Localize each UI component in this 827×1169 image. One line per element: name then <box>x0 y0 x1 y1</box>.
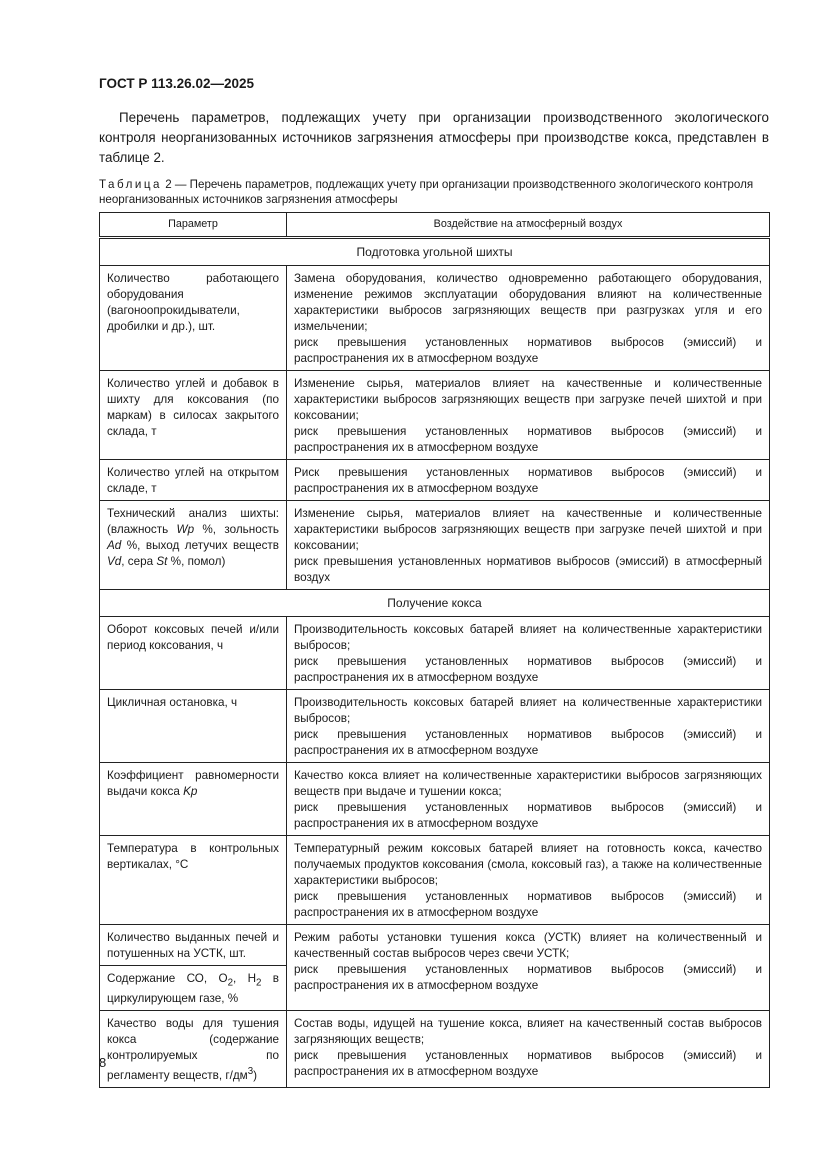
parameter-cell <box>100 966 287 1011</box>
table-caption-label: Таблица <box>99 178 162 191</box>
text-fragment: %, зольность <box>194 523 279 536</box>
page-number: 8 <box>99 1055 107 1070</box>
column-header-parameter: Параметр <box>100 213 287 238</box>
impact-line: риск превышения установленных нормативов выбросов (эмиссий) и распространения их в атмосферном воздухе <box>294 890 762 919</box>
impact-line: Изменение сырья, материалов влияет на качественные и количественные характеристики выбросов загрязняющих веществ при загрузке печей шихтой и при коксовании; <box>294 377 762 422</box>
impact-cell <box>287 617 770 690</box>
table-row <box>100 925 770 966</box>
text-fragment: Коэффициент равномерности выдачи кокса <box>107 769 279 798</box>
impact-cell <box>287 371 770 460</box>
subscript: 2 <box>227 977 233 989</box>
impact-cell <box>287 925 770 1011</box>
text-fragment: Технический анализ шихты: (влажность <box>107 507 279 536</box>
impact-line: риск превышения установленных нормативов выбросов (эмиссий) и распространения их в атмосферном воздухе <box>294 336 762 365</box>
impact-line: Качество кокса влияет на количественные характеристики выбросов загрязняющих веществ при выдаче и тушении кокса; <box>294 769 762 798</box>
impact-line: Риск превышения установленных нормативов выбросов (эмиссий) и распространения их в атмосферном воздухе <box>294 466 762 495</box>
impact-line: риск превышения установленных нормативов выбросов (эмиссий) и распространения их в атмосферном воздухе <box>294 1049 762 1079</box>
table-row <box>100 1011 770 1088</box>
impact-line: риск превышения установленных нормативов выбросов (эмиссий) и распространения их в атмосферном воздухе <box>294 963 762 992</box>
parameter-cell: Количество углей и добавок в шихту для коксования (по маркам) в силосах закрытого склада, т <box>100 371 287 460</box>
parameter-cell <box>100 763 287 836</box>
intro-paragraph: Перечень параметров, подлежащих учету при организации производственного экологического контроля неорганизованных источников загрязнения атмосферы при производстве кокса, представлен в таблице 2. <box>99 110 769 165</box>
impact-line: Производительность коксовых батарей влияет на количественные характеристики выбросов; <box>294 696 762 725</box>
text-fragment: %, помол) <box>167 555 226 568</box>
parameters-table <box>99 212 770 1088</box>
impact-cell <box>287 1011 770 1088</box>
parameter-cell: Количество выданных печей и потушенных на УСТК, шт. <box>100 925 287 966</box>
superscript: 3 <box>247 1066 254 1078</box>
table-row <box>100 266 770 371</box>
impact-line: риск превышения установленных нормативов выбросов (эмиссий) и распространения их в атмосферном воздухе <box>294 728 762 757</box>
impact-line: Режим работы установки тушения кокса (УСТК) влияет на количественный и качественный состав выбросов через свечи УСТК; <box>294 931 762 960</box>
table-row <box>100 617 770 690</box>
table-row <box>100 460 770 501</box>
text-fragment: %, выход летучих веществ <box>121 539 279 552</box>
parameter-cell: Цикличная остановка, ч <box>100 690 287 763</box>
symbol-vd: Vd <box>107 555 122 568</box>
impact-line: Температурный режим коксовых батарей влияет на готовность кокса, качество получаемых продуктов коксования (смола, коксовый газ), а также на количественные характеристики выбросов; <box>294 842 762 887</box>
table-row <box>100 763 770 836</box>
text-fragment: , сера <box>121 555 157 568</box>
section-title: Подготовка угольной шихты <box>100 238 770 266</box>
impact-line: Изменение сырья, материалов влияет на качественные и количественные характеристики выбросов загрязняющих веществ при загрузке печей шихтой и при коксовании; <box>294 507 762 552</box>
table-row <box>100 690 770 763</box>
impact-line: риск превышения установленных нормативов выбросов (эмиссий) и распространения их в атмосферном воздухе <box>294 425 762 454</box>
impact-line: Состав воды, идущей на тушение кокса, влияет на качественный состав выбросов загрязняющих веществ; <box>294 1017 762 1047</box>
table-row <box>100 501 770 590</box>
symbol-wp: Wp <box>176 523 195 536</box>
impact-cell <box>287 690 770 763</box>
symbol-st: St <box>156 555 168 568</box>
text-fragment: Содержание СО, О <box>107 972 228 985</box>
section-title: Получение кокса <box>100 590 770 617</box>
impact-cell <box>287 501 770 590</box>
parameter-cell <box>100 1011 287 1088</box>
impact-cell <box>287 763 770 836</box>
parameter-cell: Оборот коксовых печей и/или период коксования, ч <box>100 617 287 690</box>
subscript: 2 <box>256 977 262 989</box>
impact-line: риск превышения установленных нормативов выбросов (эмиссий) и распространения их в атмосферном воздухе <box>294 655 762 684</box>
symbol-kr: Kр <box>183 785 198 798</box>
parameter-cell: Количество углей на открытом складе, т <box>100 460 287 501</box>
parameter-cell <box>100 501 287 590</box>
symbol-ad: Ad <box>107 539 122 552</box>
impact-line: риск превышения установленных нормативов выбросов (эмиссий) в атмосферный воздух <box>294 555 762 584</box>
parameter-cell: Температура в контрольных вертикалах, °С <box>100 836 287 925</box>
table-caption <box>99 178 769 207</box>
section-row <box>100 590 770 617</box>
column-header-impact: Воздействие на атмосферный воздух <box>287 213 770 238</box>
document-code: ГОСТ Р 113.26.02—2025 <box>99 76 254 91</box>
text-fragment: , Н <box>233 972 257 985</box>
section-row <box>100 238 770 266</box>
table-row <box>100 371 770 460</box>
table-header-row <box>100 213 770 238</box>
impact-cell <box>287 266 770 371</box>
impact-cell <box>287 460 770 501</box>
text-fragment: Качество воды для тушения кокса (содержание контролируемых по регламенту веществ, г/дм <box>107 1017 279 1083</box>
table-row <box>100 836 770 925</box>
impact-cell <box>287 836 770 925</box>
impact-line: риск превышения установленных нормативов выбросов (эмиссий) и распространения их в атмосферном воздухе <box>294 801 762 830</box>
table-caption-text: 2 — Перечень параметров, подлежащих учету при организации производственного экологического контроля неорганизованных источников загрязнения атмосферы <box>99 178 754 206</box>
impact-line: Замена оборудования, количество одновременно работающего оборудования, изменение режимов эксплуатации оборудования влияют на количественные характеристики выбросов загрязняющих веществ при разгрузках угля и его измельчении; <box>294 272 762 333</box>
text-fragment: ) <box>253 1069 258 1083</box>
impact-line: Производительность коксовых батарей влияет на количественные характеристики выбросов; <box>294 623 762 652</box>
text-fragment: в циркулирующем газе, % <box>107 972 279 1006</box>
parameter-cell: Количество работающего оборудования (вагоноопрокидыватели, дробилки и др.), шт. <box>100 266 287 371</box>
